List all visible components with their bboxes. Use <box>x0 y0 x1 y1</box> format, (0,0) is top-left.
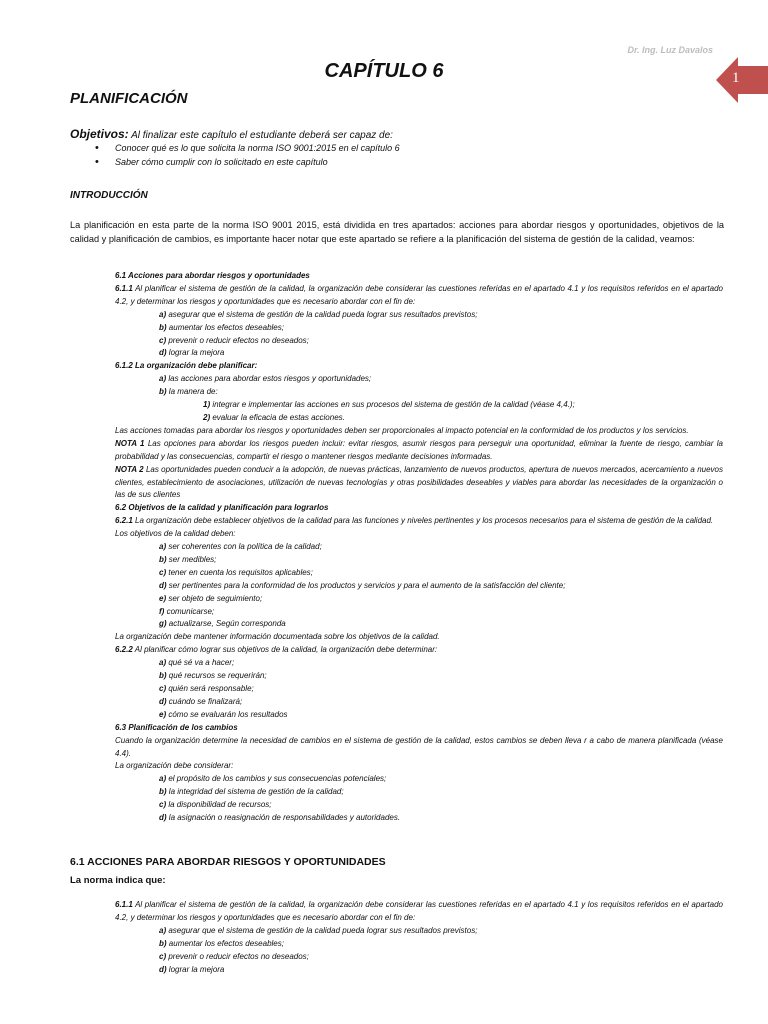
list-item: b) la integridad del sistema de gestión de la calidad; <box>159 787 344 797</box>
list-item: 1) integrar e implementar las acciones en sus procesos del sistema de gestión de la calidad (véase 4,4.); <box>203 400 575 410</box>
clause-heading: 6.2 Objetivos de la calidad y planificación para lograrlos <box>115 503 329 513</box>
clause-paragraph: 6.2.2 Al planificar cómo lograr sus objetivos de la calidad, la organización debe determinar: <box>115 645 438 655</box>
note-paragraph: NOTA 1 Las opciones para abordar los riesgos pueden incluir: evitar riesgos, asumir riesgos para perseguir una oportunidad, eliminar la fuente de riesgo, cambiar la probabilidad y las consecuencias, compartir el riesgo o mantener riesgos mediante decisiones informadas. <box>115 438 724 461</box>
norm-quote <box>115 270 723 825</box>
objectives-line <box>70 127 393 141</box>
norm-quote-repeat <box>115 899 723 976</box>
list-item: b) aumentar los efectos deseables; <box>159 322 284 332</box>
intro-paragraph: La planificación en esta parte de la norma ISO 9001 2015, está dividida en tres apartados: acciones para abordar riesgos y oportunidades, objetivos de la calidad y planificación de cambios, es importante hacer notar que este apartado se refiere a la planificación del sistema de gestión de la calidad, veamos: <box>70 220 724 244</box>
list-item: a) asegurar que el sistema de gestión de la calidad pueda lograr sus resultados previstos; <box>159 309 478 319</box>
clause-heading: 6.3 Planificación de los cambios <box>115 722 238 732</box>
list-item: g) actualizarse, Según corresponda <box>159 619 286 629</box>
list-item: d) ser pertinentes para la conformidad de los productos y servicios y para el aumento de la satisfacción del cliente; <box>159 580 566 590</box>
clause-paragraph: 6.1.1 Al planificar el sistema de gestión de la calidad, la organización debe considerar las cuestiones referidas en el apartado 4.1 y los requisitos referidos en el apartado 4.2, y determinar los riesgos y oportunidades que es necesario abordar con el fin de: <box>115 900 723 922</box>
clause-paragraph: Cuando la organización determine la necesidad de cambios en el sistema de gestión de la calidad, estos cambios se deben lleva r a cabo de manera planificada (véase 4.4). <box>115 735 723 758</box>
chapter-title: CAPÍTULO 6 <box>324 60 444 82</box>
section-title: PLANIFICACIÓN <box>70 90 188 107</box>
clause-paragraph: La organización debe mantener información documentada sobre los objetivos de la calidad. <box>115 632 440 642</box>
list-item: d) la asignación o reasignación de responsabilidades y autoridades. <box>159 813 401 823</box>
clause-paragraph: Los objetivos de la calidad deben: <box>115 529 236 539</box>
list-item: a) qué sé va a hacer; <box>159 658 235 668</box>
clause-number: 6.1.1 <box>115 283 133 293</box>
intro-heading: INTRODUCCIÓN <box>70 190 148 201</box>
clause-text: Al planificar el sistema de gestión de la calidad, la organización debe considerar las cuestiones referidas en el apartado 4.1 y los requisitos referidos en el apartado 4.2, y determinar los riesgos y oportunidades que es necesario abordar con el fin de: <box>115 283 723 306</box>
list-item: b) qué recursos se requerirán; <box>159 671 267 681</box>
clause-paragraph: La organización debe considerar: <box>115 761 234 771</box>
list-item: b) la manera de: <box>159 387 218 397</box>
objectives-label: Objetivos: <box>70 127 129 141</box>
list-item: e) ser objeto de seguimiento; <box>159 593 263 603</box>
norma-intro: La norma indica que: <box>70 875 166 886</box>
clause-heading: 6.1.2 La organización debe planificar: <box>115 361 258 371</box>
clause-paragraph: Las acciones tomadas para abordar los riesgos y oportunidades deben ser proporcionales al impacto potencial en la conformidad de los productos y los servicios. <box>115 425 689 435</box>
list-item: a) asegurar que el sistema de gestión de la calidad pueda lograr sus resultados previstos; <box>159 925 478 935</box>
list-item: a) ser coherentes con la política de la calidad; <box>159 542 322 552</box>
author-header: Dr. Ing. Luz Davalos <box>627 45 713 55</box>
list-item: a) las acciones para abordar estos riesgos y oportunidades; <box>159 374 372 384</box>
list-item: • Conocer qué es lo que solicita la norma ISO 9001:2015 en el capítulo 6 <box>95 143 400 157</box>
list-item: 2) evaluar la eficacia de estas acciones. <box>203 412 345 422</box>
list-item: d) lograr la mejora <box>159 964 225 974</box>
list-item: d) lograr la mejora <box>159 348 225 358</box>
clause-heading: 6.1 Acciones para abordar riesgos y oportunidades <box>115 271 310 280</box>
clause-paragraph: 6.2.1 La organización debe establecer objetivos de la calidad para las funciones y niveles pertinentes y los procesos necesarios para el sistema de gestión de la calidad. <box>115 516 714 526</box>
list-item: c) prevenir o reducir efectos no deseados; <box>159 335 309 345</box>
page-number: 1 <box>732 70 740 86</box>
objectives-list <box>95 143 400 171</box>
section-heading-6-1: 6.1 ACCIONES PARA ABORDAR RIESGOS Y OPORTUNIDADES <box>70 856 386 868</box>
list-item: c) quién será responsable; <box>159 684 254 693</box>
objectives-text: Al finalizar este capítulo el estudiante deberá ser capaz de: <box>131 130 393 141</box>
list-item: f) comunicarse; <box>159 606 215 616</box>
list-item: b) ser medibles; <box>159 554 217 564</box>
list-item: c) tener en cuenta los requisitos aplicables; <box>159 567 313 577</box>
list-item: b) aumentar los efectos deseables; <box>159 938 284 948</box>
list-item: c) prevenir o reducir efectos no deseados; <box>159 951 309 961</box>
list-item: c) la disponibilidad de recursos; <box>159 800 272 810</box>
clause-paragraph <box>115 283 723 309</box>
list-item: d) cuándo se finalizará; <box>159 696 243 706</box>
note-paragraph: NOTA 2 Las oportunidades pueden conducir a la adopción, de nuevas prácticas, lanzamiento de nuevos productos, apertura de nuevos mercados, acercamiento a nuevos clientes, establecimiento de asociaciones, utilización de nuevas tecnologías y otras posibilidades deseables y viables para abordar las necesidades de la organización o las de sus clientes <box>115 464 723 500</box>
list-item: e) cómo se evaluarán los resultados <box>159 709 288 719</box>
list-item: • Saber cómo cumplir con lo solicitado en este capítulo <box>95 157 400 171</box>
list-item: a) el propósito de los cambios y sus consecuencias potenciales; <box>159 774 387 784</box>
